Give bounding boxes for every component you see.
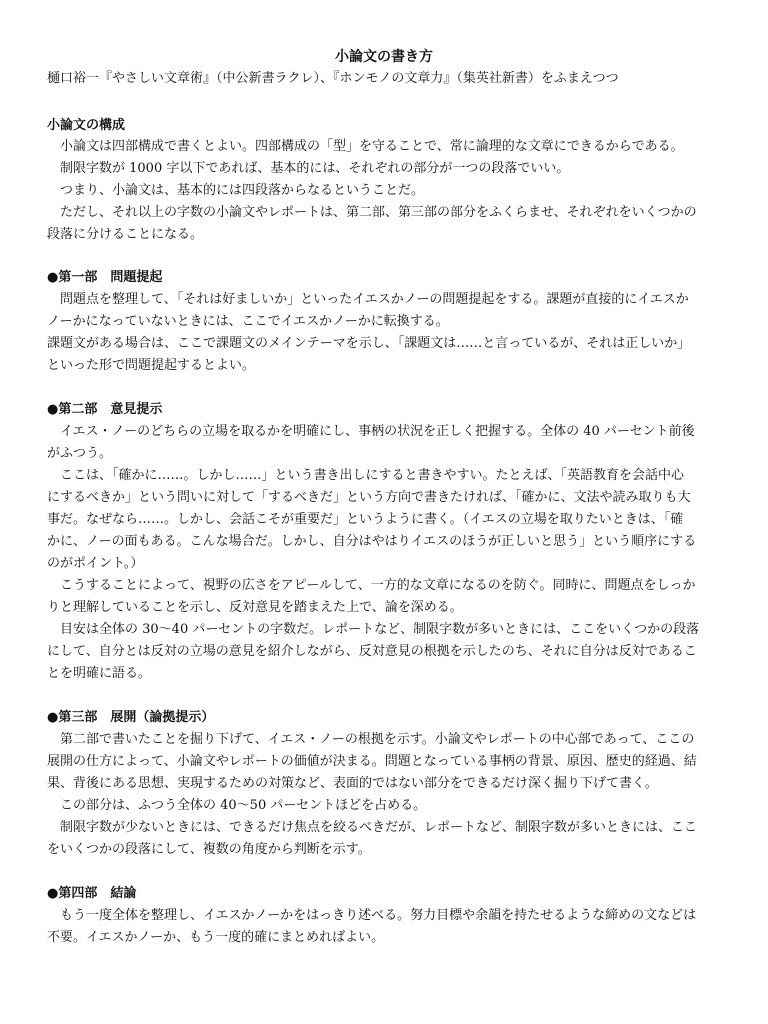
paragraph-line: イエス・ノーのどちらの立場を取るかを明確にし、事柄の状況を正しく把握する。全体の 40 パーセント前後 (47, 424, 695, 439)
section-heading-part4: ●第四部 結論 (47, 886, 137, 901)
paragraph-line: にして、自分とは反対の立場の意見を紹介しながら、反対意見の根拠を示したのち、それに自分は反対であるこ (47, 644, 697, 659)
paragraph-line: 制限字数が少ないときには、できるだけ焦点を絞るべきだが、レポートなど、制限字数が多いときには、ここ (47, 820, 698, 835)
paragraph-line: つまり、小論文は、基本的には四段落からなるということだ。 (47, 183, 425, 198)
paragraph-line: 不要。イエスかノーか、もう一度的確にまとめればよい。 (47, 930, 385, 945)
paragraph-line: 第二部で書いたことを掘り下げて、イエス・ノーの根拠を示す。小論文やレポートの中心部であって、ここの (47, 732, 695, 747)
paragraph-line: もう一度全体を整理し、イエスかノーかをはっきり述べる。努力目標や余韻を持たせるような締めの文などは (47, 908, 697, 923)
paragraph-line: かに、ノーの面もある。こんな場合だ。しかし、自分はやはりイエスのほうが正しいと思う」という順序にする (47, 534, 697, 549)
paragraph-line: ノーかになっていないときには、ここでイエスかノーかに転換する。 (47, 314, 449, 329)
paragraph-line: 目安は全体の 30〜40 パーセントの字数だ。レポートなど、制限字数が多いときには、ここをいくつかの段落 (47, 622, 700, 637)
paragraph-line: 事だ。なぜなら……。しかし、会話こそが重要だ」というように書く。（イエスの立場を取りたいときは、「確 (47, 512, 684, 527)
page-title: 小論文の書き方 (335, 49, 433, 65)
section-heading-part2: ●第二部 意見提示 (47, 402, 163, 417)
paragraph-line: とを明確に語る。 (47, 666, 152, 681)
paragraph-line: 展開の仕方によって、小論文やレポートの価値が決まる。問題となっている事柄の背景、原因、歴史的経過、結 (47, 754, 697, 769)
paragraph-line: にするべきか」という問いに対して「するべきだ」という方向で書きたければ、「確かに、文法や読み取りも大 (47, 490, 691, 505)
page-subtitle: 樋口裕一『やさしい文章術』（中公新書ラクレ）、『ホンモノの文章力』（集英社新書）をふまえつつ (47, 71, 619, 86)
paragraph-line: 小論文は四部構成で書くとよい。四部構成の「型」を守ることで、常に論理的な文章にできるからである。 (47, 139, 684, 154)
paragraph-line: 段落に分けることになる。 (47, 227, 204, 242)
section-heading-part1: ●第一部 問題提起 (47, 270, 163, 285)
paragraph-line: ここは、「確かに……。しかし……」という書き出しにすると書きやすい。たとえば、「英語教育を会話中心 (47, 468, 685, 483)
paragraph-line: ただし、それ以上の字数の小論文やレポートは、第二部、第三部の部分をふくらませ、それぞれをいくつかの (47, 205, 697, 220)
paragraph-line: をいくつかの段落にして、複数の角度から判断を示す。 (47, 842, 371, 857)
paragraph-line: この部分は、ふつう全体の 40〜50 パーセントほどを占める。 (47, 798, 427, 813)
paragraph-line: 果、背後にある思想、実現するための対策など、表面的ではない部分をできるだけ深く掘り下げて書く。 (47, 776, 658, 791)
paragraph-line: こうすることによって、視野の広さをアピールして、一方的な文章になるのを防ぐ。同時に、問題点をしっか (47, 578, 696, 593)
paragraph-line: 課題文がある場合は、ここで課題文のメインテーマを示し、「課題文は……と言っているが、それは正しいか」 (47, 336, 691, 351)
paragraph-line: のがポイント。） (47, 556, 144, 571)
section-heading-structure: 小論文の構成 (47, 118, 126, 133)
paragraph-line: 問題点を整理して、「それは好ましいか」といったイエスかノーの問題提起をする。課題が直接的にイエスか (47, 292, 689, 307)
section-heading-part3: ●第三部 展開（論拠提示） (47, 710, 215, 725)
paragraph-line: がふつう。 (47, 446, 113, 461)
paragraph-line: 制限字数が 1000 字以下であれば、基本的には、それぞれの部分が一つの段落でいい。 (47, 161, 570, 176)
paragraph-line: りと理解していることを示し、反対意見を踏まえた上で、論を深める。 (47, 600, 463, 615)
paragraph-line: といった形で問題提起するとよい。 (47, 358, 256, 373)
